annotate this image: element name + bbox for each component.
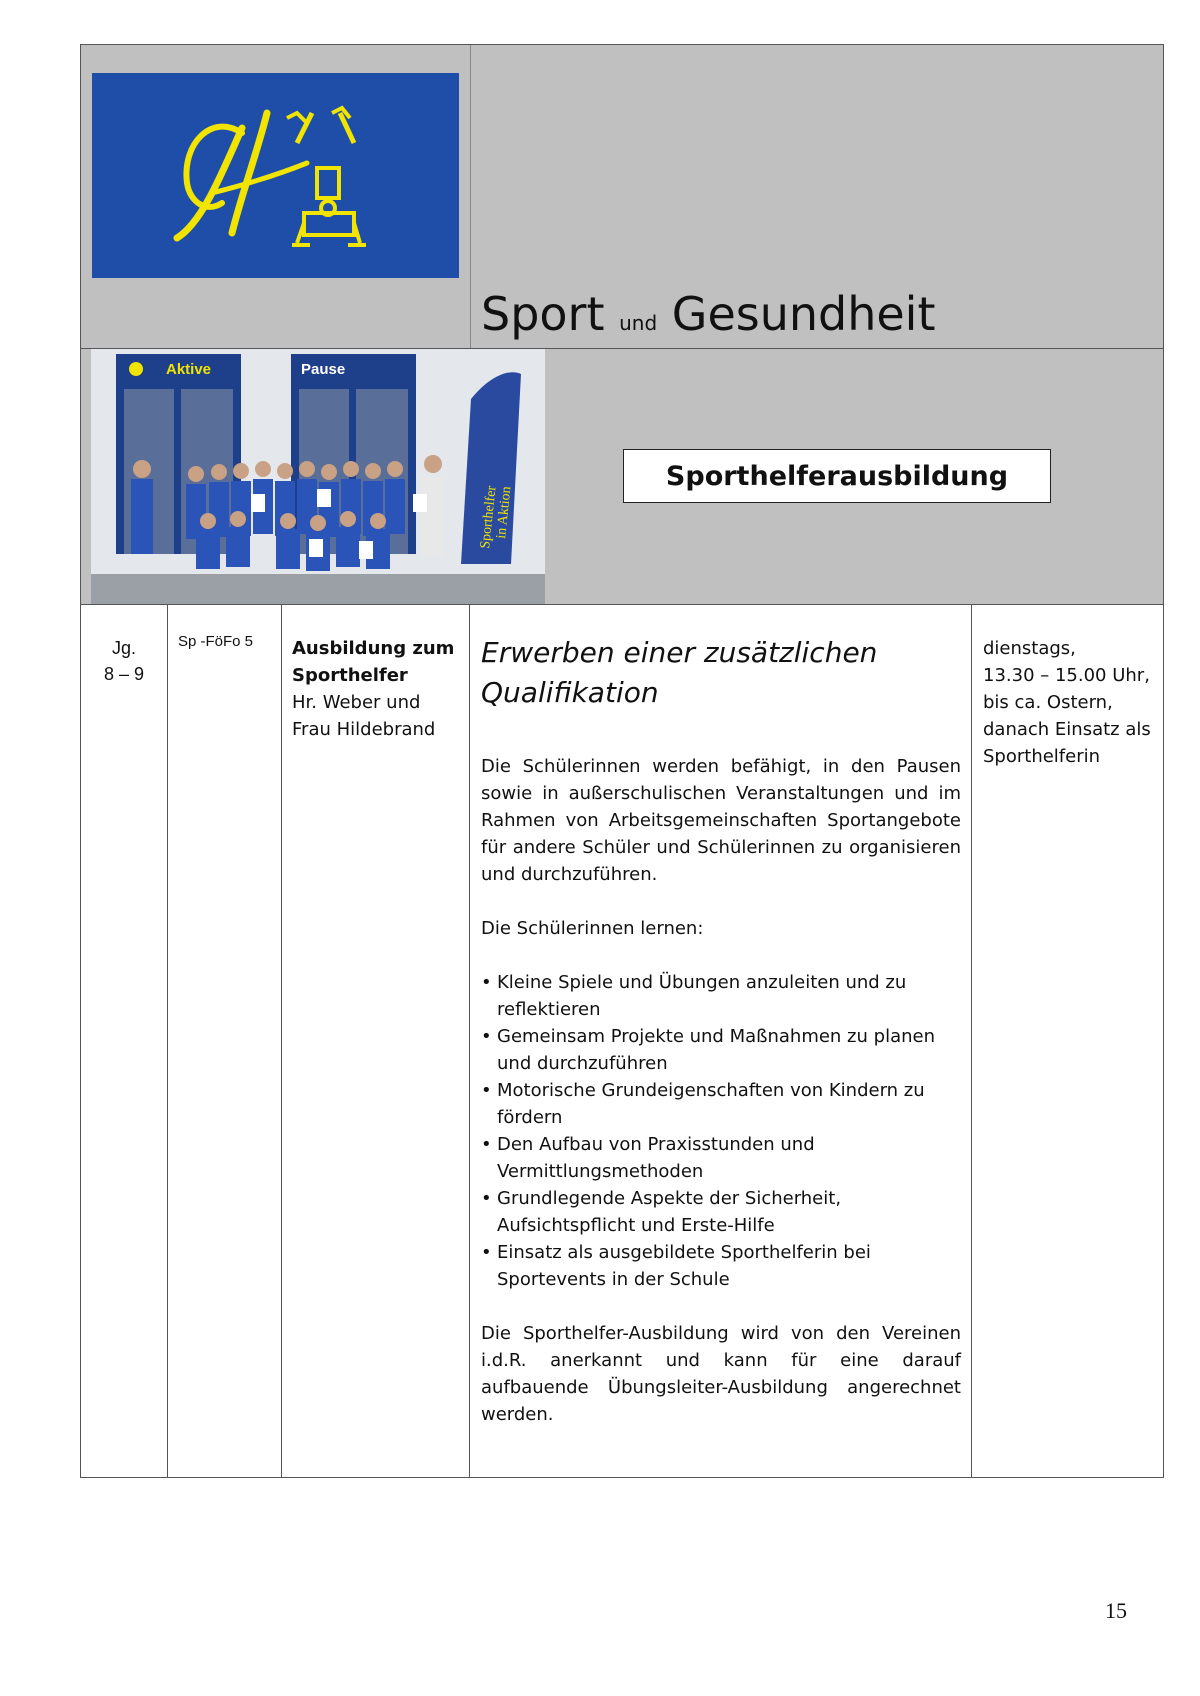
list-item: • Grundlegende Aspekte der Sicherheit, Aufsichtspflicht und Erste-Hilfe [481,1185,961,1239]
teacher-line2: Frau Hildebrand [292,719,436,740]
page-frame [80,44,1164,1478]
photo-section [81,349,1163,605]
teacher-line1: Hr. Weber und [292,692,421,713]
course-name-line1: Ausbildung zum [292,638,455,659]
sign-aktive: Aktive [166,361,212,378]
logo-graphic [92,73,459,278]
course-name-cell [282,605,470,1477]
group-photo-graphic [91,349,545,604]
page-title [481,287,936,341]
list-item: • Motorische Grundeigenschaften von Kindern zu fördern [481,1077,961,1131]
course-code: Sp -FöFo 5 [178,633,254,650]
code-cell [168,605,282,1477]
grade-cell [81,605,168,1477]
header-section [81,45,1163,349]
list-item: • Einsatz als ausgebildete Sporthelferin bei Sportevents in der Schule [481,1239,961,1293]
description-cell [470,605,972,1477]
learn-label: Die Schülerinnen lernen: [481,918,704,939]
learn-list [481,969,961,1293]
description-heading: Erwerben einer zusätzlichen Qualifikation [481,636,878,709]
course-row [81,605,1163,1477]
header-divider [470,45,471,348]
list-item: • Den Aufbau von Praxisstunden und Vermittlungsmethoden [481,1131,961,1185]
banner-text-2: in Aktion [494,485,515,540]
banner-text-1: Sporthelfer [478,485,500,550]
title-word-und: und [619,311,658,335]
title-word-gesundheit: Gesundheit [671,287,936,341]
grade-range: 8 – 9 [103,664,145,684]
section-subtitle: Sporthelferausbildung [623,449,1051,503]
grade-label: Jg. [111,638,136,658]
sportverein-logo-icon [92,73,459,278]
page-number: 15 [1105,1598,1127,1623]
description-intro: Die Schülerinnen werden befähigt, in den Pausen sowie in außerschulischen Veranstaltungen und im Rahmen von Arbeitsgemeinschaften Sportangebote für andere Schüler und Schülerinnen zu organisieren und durchzuführen. [481,756,961,885]
schedule-line2: 13.30 – 15.00 Uhr, [983,665,1150,686]
schedule-line3: bis ca. Ostern, [983,692,1113,713]
course-name-line2: Sporthelfer [292,665,408,686]
list-item: • Gemeinsam Projekte und Maßnahmen zu planen und durchzuführen [481,1023,961,1077]
schedule-cell [972,605,1163,1477]
group-photo [91,349,545,604]
description-closing: Die Sporthelfer-Ausbildung wird von den Vereinen i.d.R. anerkannt und kann für eine darauf aufbauende Übungsleiter-Ausbildung angerechnet werden. [481,1323,961,1425]
title-word-sport: Sport [481,287,605,341]
list-item: • Kleine Spiele und Übungen anzuleiten und zu reflektieren [481,969,961,1023]
schedule-line4: danach Einsatz als [983,719,1151,740]
sign-pause: Pause [301,361,346,378]
schedule-line1: dienstags, [983,638,1076,659]
schedule-line5: Sporthelferin [983,746,1101,767]
